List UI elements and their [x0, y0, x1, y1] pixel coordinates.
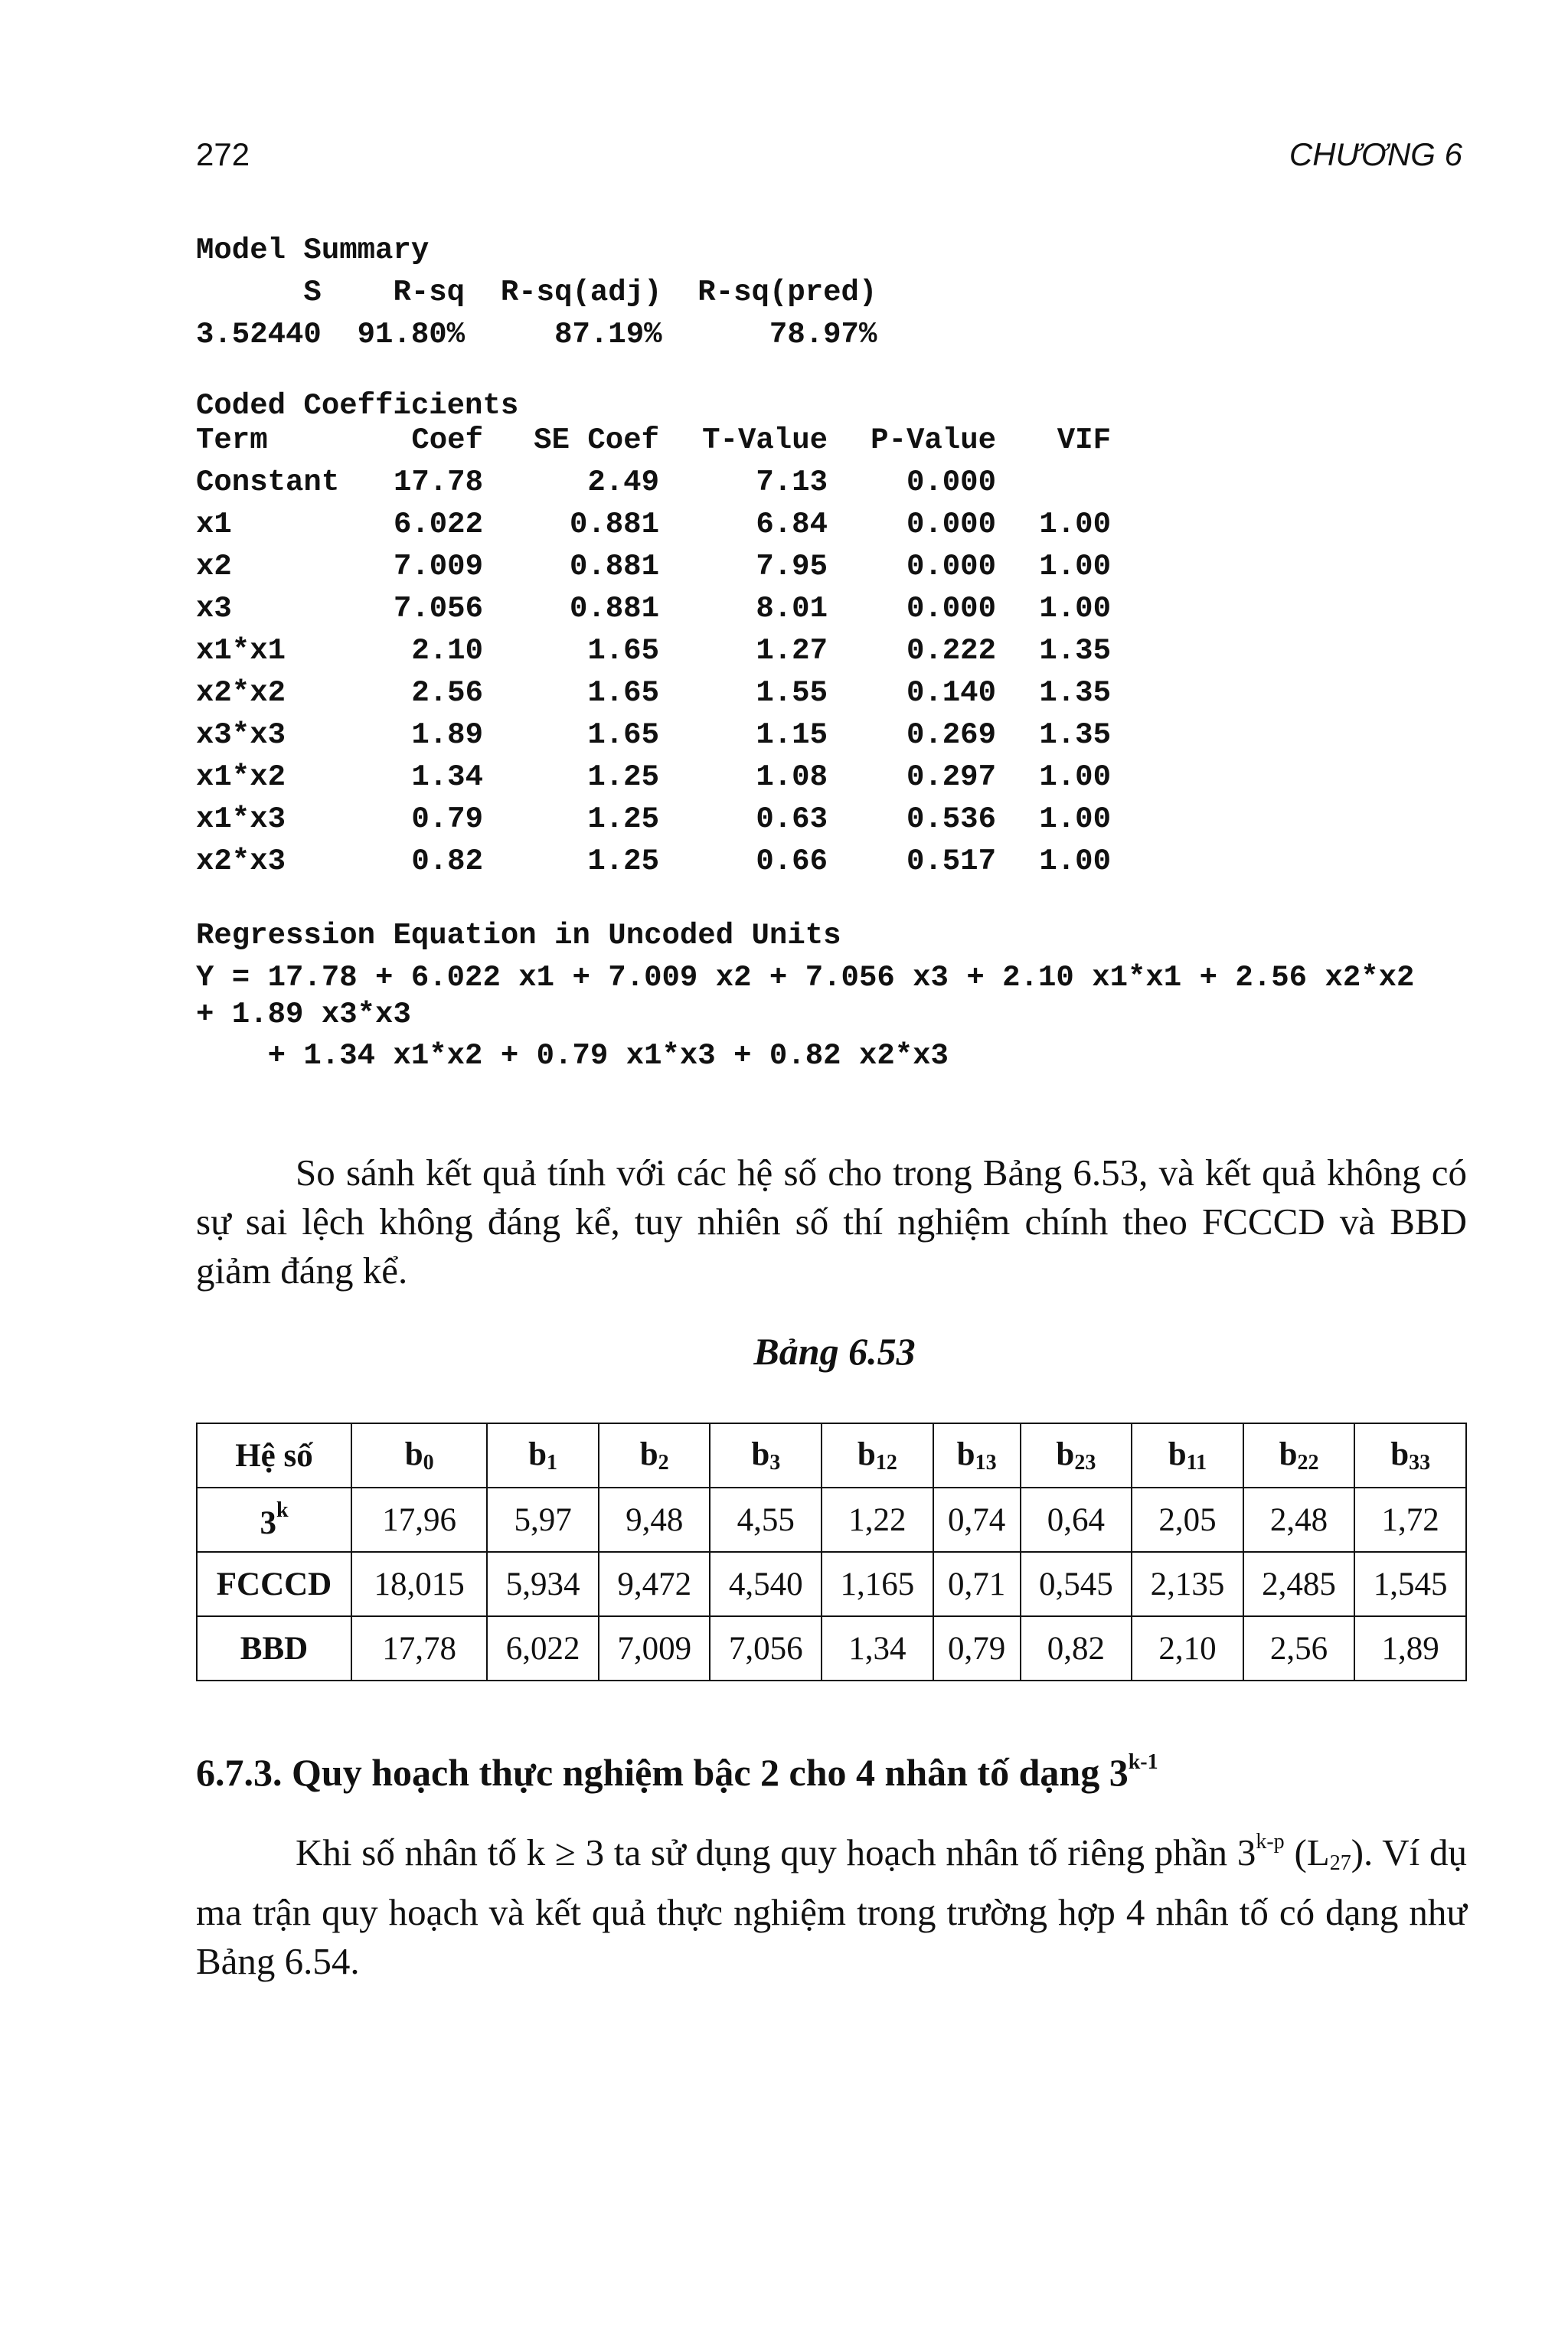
cell-term: x2	[196, 550, 232, 583]
cell-term: x1	[196, 508, 232, 541]
coef-value-cell: 17,96	[351, 1488, 487, 1552]
coef-base: b	[857, 1436, 876, 1472]
col-term: Term	[196, 423, 268, 457]
col-vif: VIF	[1057, 423, 1111, 457]
header-coef-b2	[599, 1423, 710, 1488]
coef-base: b	[1056, 1436, 1075, 1472]
cell-t-value: 1.08	[756, 760, 828, 794]
cell-t-value: 1.55	[756, 676, 828, 710]
cell-vif: 1.35	[1039, 718, 1111, 752]
coef-table-row	[196, 462, 1111, 504]
coef-header-row	[196, 420, 1111, 462]
section-heading-sup: k-1	[1128, 1750, 1158, 1774]
coef-subscript: 0	[423, 1451, 434, 1475]
coef-value-cell: 5,97	[487, 1488, 599, 1552]
cell-term: x3	[196, 592, 232, 626]
coef-value-cell: 0,64	[1021, 1488, 1132, 1552]
coef-base: b	[1279, 1436, 1298, 1472]
coef-table-row	[196, 546, 1111, 588]
coded-coefficients-title: Coded Coefficients	[196, 389, 519, 423]
comparison-table	[196, 1423, 1467, 1681]
coef-subscript: 13	[975, 1451, 997, 1475]
comparison-row	[197, 1488, 1466, 1552]
coef-base: b	[956, 1436, 975, 1472]
regression-line-2: + 1.89 x3*x3	[196, 998, 411, 1031]
regression-title: Regression Equation in Uncoded Units	[196, 919, 841, 952]
coef-value-cell: 4,55	[710, 1488, 822, 1552]
coef-value-cell: 7,009	[599, 1616, 710, 1681]
cell-se-coef: 1.65	[587, 676, 659, 710]
cell-term: Constant	[196, 466, 340, 499]
coef-value-cell: 2,05	[1132, 1488, 1243, 1552]
cell-coef: 0.79	[411, 802, 483, 836]
coef-value-cell: 18,015	[351, 1552, 487, 1616]
cell-vif: 1.00	[1039, 760, 1111, 794]
cell-se-coef: 1.25	[587, 760, 659, 794]
coef-subscript: 33	[1409, 1451, 1431, 1475]
cell-se-coef: 0.881	[569, 592, 659, 626]
coded-coefficients-table	[196, 420, 1111, 883]
cell-se-coef: 1.65	[587, 634, 659, 668]
section-heading-text: 6.7.3. Quy hoạch thực nghiệm bậc 2 cho 4 nhân tố dạng 3	[196, 1751, 1129, 1794]
comparison-row	[197, 1616, 1466, 1681]
coef-value-cell: 0,82	[1021, 1616, 1132, 1681]
cell-se-coef: 1.25	[587, 802, 659, 836]
row-label-text: BBD	[240, 1630, 309, 1667]
coef-value-cell: 1,34	[822, 1616, 933, 1681]
intro-sub: 27	[1329, 1851, 1351, 1875]
coef-table-row	[196, 630, 1111, 672]
header-coef-b11	[1132, 1423, 1243, 1488]
cell-term: x3*x3	[196, 718, 286, 752]
coef-table-row	[196, 588, 1111, 630]
col-coef: Coef	[411, 423, 483, 457]
page-number: 272	[196, 136, 250, 172]
intro-text-1: Khi số nhân tố k ≥ 3 ta sử dụng quy hoạch nhân tố riêng phần 3	[296, 1831, 1256, 1873]
coef-table-row	[196, 756, 1111, 799]
cell-vif: 1.00	[1039, 844, 1111, 878]
cell-term: x1*x3	[196, 802, 286, 836]
coef-value-cell: 0,79	[933, 1616, 1021, 1681]
row-label	[197, 1616, 351, 1681]
coef-table-row	[196, 841, 1111, 883]
coef-value-cell: 4,540	[710, 1552, 822, 1616]
cell-vif	[996, 462, 1111, 504]
cell-se-coef: 0.881	[569, 508, 659, 541]
coef-value-cell: 5,934	[487, 1552, 599, 1616]
model-summary-values: 3.52440 91.80% 87.19% 78.97%	[196, 318, 877, 351]
cell-vif: 1.00	[1039, 802, 1111, 836]
table-caption: Bảng 6.53	[753, 1330, 916, 1373]
row-label-sup: k	[276, 1498, 289, 1522]
coef-subscript: 11	[1186, 1451, 1207, 1475]
header-coef-b23	[1021, 1423, 1132, 1488]
cell-coef: 0.82	[411, 844, 483, 878]
coef-value-cell: 1,22	[822, 1488, 933, 1552]
coef-base: b	[1390, 1436, 1410, 1472]
cell-p-value: 0.536	[906, 802, 996, 836]
coef-value-cell: 2,135	[1132, 1552, 1243, 1616]
header-coef-b1	[487, 1423, 599, 1488]
cell-coef: 1.89	[411, 718, 483, 752]
coef-base: b	[639, 1436, 658, 1472]
cell-term: x1*x2	[196, 760, 286, 794]
col-t-value: T-Value	[702, 423, 828, 457]
cell-t-value: 7.95	[756, 550, 828, 583]
header-coef-b0	[351, 1423, 487, 1488]
cell-coef: 2.10	[411, 634, 483, 668]
comparison-paragraph: So sánh kết quả tính với các hệ số cho trong Bảng 6.53, và kết quả không có sự sai lệch không đáng kể, tuy nhiên số thí nghiệm chính theo FCCCD và BBD giảm đáng kể.	[196, 1152, 1467, 1292]
row-label	[197, 1488, 351, 1552]
coef-value-cell: 6,022	[487, 1616, 599, 1681]
coef-table-row	[196, 799, 1111, 841]
coef-base: b	[404, 1436, 423, 1472]
cell-vif: 1.35	[1039, 676, 1111, 710]
coef-value-cell: 2,56	[1243, 1616, 1355, 1681]
row-label	[197, 1552, 351, 1616]
cell-coef: 7.056	[393, 592, 483, 626]
cell-p-value: 0.517	[906, 844, 996, 878]
section-heading	[196, 1750, 1158, 1795]
coef-value-cell: 1,89	[1354, 1616, 1466, 1681]
coef-subscript: 2	[658, 1451, 669, 1475]
coef-base: b	[751, 1436, 770, 1472]
cell-se-coef: 0.881	[569, 550, 659, 583]
coef-subscript: 23	[1074, 1451, 1096, 1475]
cell-vif: 1.35	[1039, 634, 1111, 668]
coef-value-cell: 1,545	[1354, 1552, 1466, 1616]
cell-p-value: 0.269	[906, 718, 996, 752]
comparison-row	[197, 1552, 1466, 1616]
cell-term: x2*x3	[196, 844, 286, 878]
header-coef-b3	[710, 1423, 822, 1488]
header-coef-b33	[1354, 1423, 1466, 1488]
cell-term: x2*x2	[196, 676, 286, 710]
cell-se-coef: 1.65	[587, 718, 659, 752]
coef-base: b	[528, 1436, 547, 1472]
cell-vif: 1.00	[1039, 550, 1111, 583]
comparison-header-row	[197, 1423, 1466, 1488]
coef-value-cell: 7,056	[710, 1616, 822, 1681]
regression-line-3: + 1.34 x1*x2 + 0.79 x1*x3 + 0.82 x2*x3	[196, 1039, 949, 1073]
cell-coef: 6.022	[393, 508, 483, 541]
coef-value-cell: 1,165	[822, 1552, 933, 1616]
model-summary-header: S R-sq R-sq(adj) R-sq(pred)	[196, 276, 877, 309]
coef-subscript: 22	[1297, 1451, 1319, 1475]
cell-se-coef: 1.25	[587, 844, 659, 878]
coef-base: b	[1168, 1436, 1187, 1472]
cell-coef: 1.34	[411, 760, 483, 794]
coef-value-cell: 1,72	[1354, 1488, 1466, 1552]
cell-term: x1*x1	[196, 634, 286, 668]
cell-se-coef: 2.49	[587, 466, 659, 499]
cell-p-value: 0.297	[906, 760, 996, 794]
coef-subscript: 1	[547, 1451, 558, 1475]
cell-p-value: 0.222	[906, 634, 996, 668]
cell-t-value: 0.63	[756, 802, 828, 836]
cell-p-value: 0.000	[906, 466, 996, 499]
coef-table-row	[196, 714, 1111, 756]
coef-table-row	[196, 672, 1111, 714]
coef-subscript: 3	[769, 1451, 781, 1475]
coef-value-cell: 2,485	[1243, 1552, 1355, 1616]
coef-value-cell: 17,78	[351, 1616, 487, 1681]
cell-t-value: 1.27	[756, 634, 828, 668]
cell-p-value: 0.000	[906, 550, 996, 583]
cell-p-value: 0.000	[906, 592, 996, 626]
intro-paragraph	[196, 1818, 1467, 1986]
cell-coef: 7.009	[393, 550, 483, 583]
cell-p-value: 0.000	[906, 508, 996, 541]
col-p-value: P-Value	[871, 423, 996, 457]
row-label-text: 3	[260, 1504, 276, 1541]
intro-sup: k-p	[1256, 1830, 1285, 1854]
cell-t-value: 7.13	[756, 466, 828, 499]
cell-vif: 1.00	[1039, 508, 1111, 541]
header-coef-b13	[933, 1423, 1021, 1488]
coef-value-cell: 2,48	[1243, 1488, 1355, 1552]
regression-line-1: Y = 17.78 + 6.022 x1 + 7.009 x2 + 7.056 x3 + 2.10 x1*x1 + 2.56 x2*x2	[196, 961, 1415, 995]
cell-t-value: 1.15	[756, 718, 828, 752]
intro-text-3: ). Ví dụ ma trận quy hoạch và kết quả thực nghiệm trong trường hợp 4 nhân tố có dạng như Bảng 6.54.	[196, 1831, 1467, 1982]
cell-coef: 2.56	[411, 676, 483, 710]
chapter-header: CHƯƠNG 6	[1289, 136, 1462, 172]
coef-value-cell: 0,74	[933, 1488, 1021, 1552]
coef-subscript: 12	[875, 1451, 897, 1475]
cell-p-value: 0.140	[906, 676, 996, 710]
cell-vif: 1.00	[1039, 592, 1111, 626]
row-label-text: FCCCD	[216, 1566, 332, 1602]
cell-t-value: 6.84	[756, 508, 828, 541]
cell-t-value: 0.66	[756, 844, 828, 878]
col-se-coef: SE Coef	[534, 423, 659, 457]
coef-value-cell: 0,71	[933, 1552, 1021, 1616]
header-coefficient-label: Hệ số	[197, 1423, 351, 1488]
header-coef-b22	[1243, 1423, 1355, 1488]
coef-value-cell: 2,10	[1132, 1616, 1243, 1681]
coef-table-row	[196, 504, 1111, 546]
coef-value-cell: 9,48	[599, 1488, 710, 1552]
cell-t-value: 8.01	[756, 592, 828, 626]
cell-coef: 17.78	[393, 466, 483, 499]
intro-text-2: (L	[1284, 1831, 1330, 1873]
coef-value-cell: 9,472	[599, 1552, 710, 1616]
header-coef-b12	[822, 1423, 933, 1488]
model-summary-title: Model Summary	[196, 234, 430, 267]
coef-value-cell: 0,545	[1021, 1552, 1132, 1616]
